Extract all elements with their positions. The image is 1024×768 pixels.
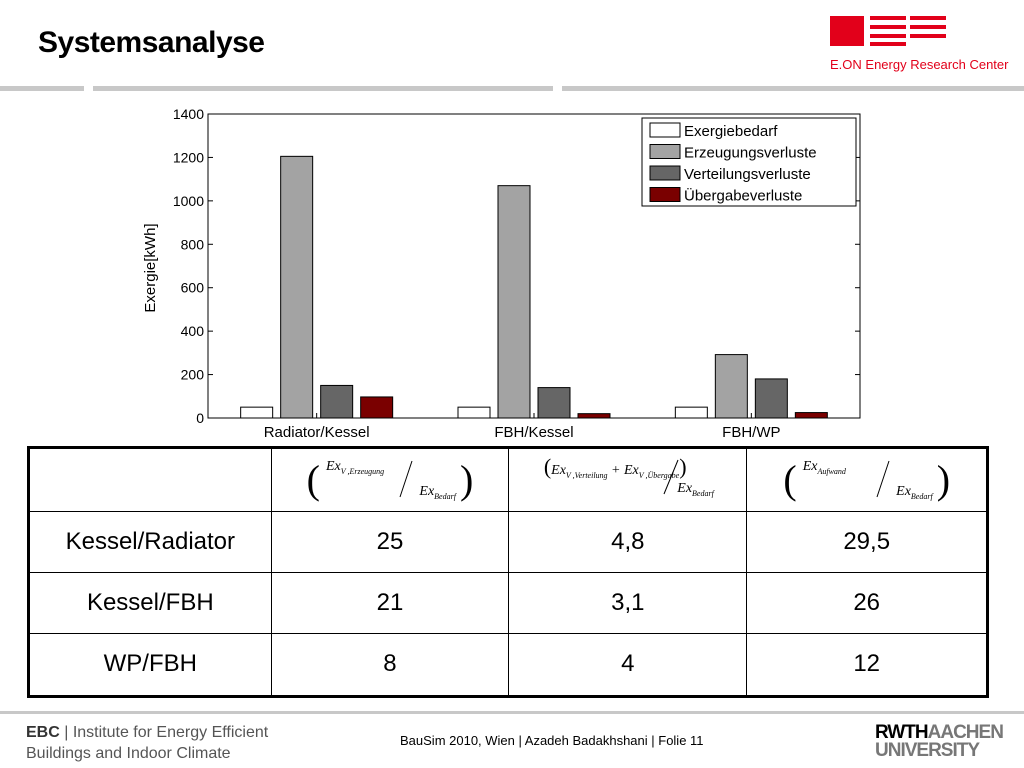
cell-verteilung: 3,1 — [509, 572, 747, 633]
legend-label: Erzeugungsverluste — [684, 144, 817, 162]
table-header-verteilung: $(Ex_{V ,Verteilung} + Ex_{V ,Übergabe})$ $Ex_{Bedarf}$ — [509, 448, 747, 512]
cell-verteilung: 4 — [509, 633, 747, 696]
institute-line1: Institute for Energy Efficient — [72, 724, 269, 741]
bar — [498, 186, 530, 418]
formula-sub: Bedarf — [910, 492, 933, 501]
university-l1-b: AACHEN — [927, 722, 1003, 743]
org-name: E.ON Energy Research Center — [830, 57, 1009, 72]
formula-sub: Bedarf — [692, 488, 714, 498]
university-l2: UNIVERSITY — [875, 740, 980, 761]
table-row — [29, 633, 988, 696]
footer-presentation-info: BauSim 2010, Wien | Azadeh Badakhshani | Folie 11 — [400, 733, 704, 748]
bar — [321, 385, 353, 418]
formula-ex: Ex — [677, 480, 693, 496]
table-header-empty — [29, 448, 272, 512]
bar — [281, 156, 313, 418]
cell-aufwand: 29,5 — [747, 512, 988, 573]
bar — [578, 414, 610, 418]
row-label: Kessel/Radiator — [29, 512, 272, 573]
y-tick-label: 1200 — [172, 149, 204, 166]
table-row — [29, 512, 988, 573]
y-tick-label: 600 — [180, 279, 204, 296]
cell-erzeugung: 25 — [271, 512, 509, 573]
university-l1-a: RWTH — [875, 722, 928, 743]
university-logo — [875, 722, 1003, 761]
institute-line2: Buildings and Indoor Climate — [26, 745, 231, 762]
bar — [675, 407, 707, 418]
bar — [755, 379, 787, 418]
x-tick-label: Radiator/Kessel — [263, 424, 370, 440]
cell-verteilung: 4,8 — [509, 512, 747, 573]
y-tick-label: 400 — [180, 323, 204, 340]
x-tick-label: FBH/WP — [722, 424, 781, 440]
legend-label: Verteilungsverluste — [684, 166, 811, 183]
formula-ex: Ex — [419, 484, 435, 500]
page-title: Systemsanalyse — [38, 26, 265, 59]
bar — [538, 388, 570, 418]
formula-sub: V ,Übergabe — [638, 470, 680, 480]
formula-plus: + — [611, 462, 621, 478]
y-tick-label: 0 — [196, 410, 204, 426]
table-header-erzeugung: ( $Ex_{V ,Erzeugung}$ $Ex_{Bedarf}$ ) — [271, 448, 509, 512]
bar — [458, 407, 490, 418]
formula-sub: Bedarf — [434, 492, 456, 501]
cell-erzeugung: 21 — [271, 572, 509, 633]
formula-ex: Ex — [624, 462, 639, 478]
institute-abbr: EBC — [26, 724, 60, 741]
legend-label: Exergiebedarf — [684, 123, 778, 140]
formula-ex: Ex — [896, 484, 911, 500]
y-tick-label: 1400 — [172, 106, 204, 122]
y-tick-label: 1000 — [172, 192, 204, 209]
table-row — [29, 572, 988, 633]
x-tick-label: FBH/Kessel — [494, 424, 574, 440]
y-axis-label: Exergie[kWh] — [142, 223, 159, 313]
cell-erzeugung: 8 — [271, 633, 509, 696]
institute-logo: EBC | Institute for Energy Efficient Buildings and Indoor Climate — [26, 724, 269, 762]
cell-aufwand: 12 — [747, 633, 988, 696]
legend-swatch — [650, 166, 680, 180]
table-header-row — [29, 448, 988, 512]
y-tick-label: 800 — [180, 236, 204, 253]
formula-sub: V ,Verteilung — [565, 470, 608, 480]
legend-label: Übergabeverluste — [684, 187, 803, 205]
bar — [795, 413, 827, 418]
formula-ex: Ex — [551, 462, 566, 478]
footer-divider — [0, 711, 1024, 714]
legend-swatch — [650, 145, 680, 159]
results-table — [27, 446, 989, 698]
legend-swatch — [650, 123, 680, 137]
cell-aufwand: 26 — [747, 572, 988, 633]
formula-sub: Aufwand — [817, 466, 846, 476]
bar — [361, 397, 393, 418]
formula-ex: Ex — [802, 459, 818, 474]
y-tick-label: 200 — [180, 366, 204, 383]
bar — [715, 355, 747, 418]
formula-ex: Ex — [325, 459, 341, 474]
row-label: WP/FBH — [29, 633, 272, 696]
legend-swatch — [650, 188, 680, 202]
table-header-aufwand: ( $Ex_{Aufwand}$ $Ex_{Bedarf}$ ) — [747, 448, 988, 512]
formula-sub: V ,Erzeugung — [340, 466, 385, 476]
row-label: Kessel/FBH — [29, 572, 272, 633]
bar — [241, 407, 273, 418]
